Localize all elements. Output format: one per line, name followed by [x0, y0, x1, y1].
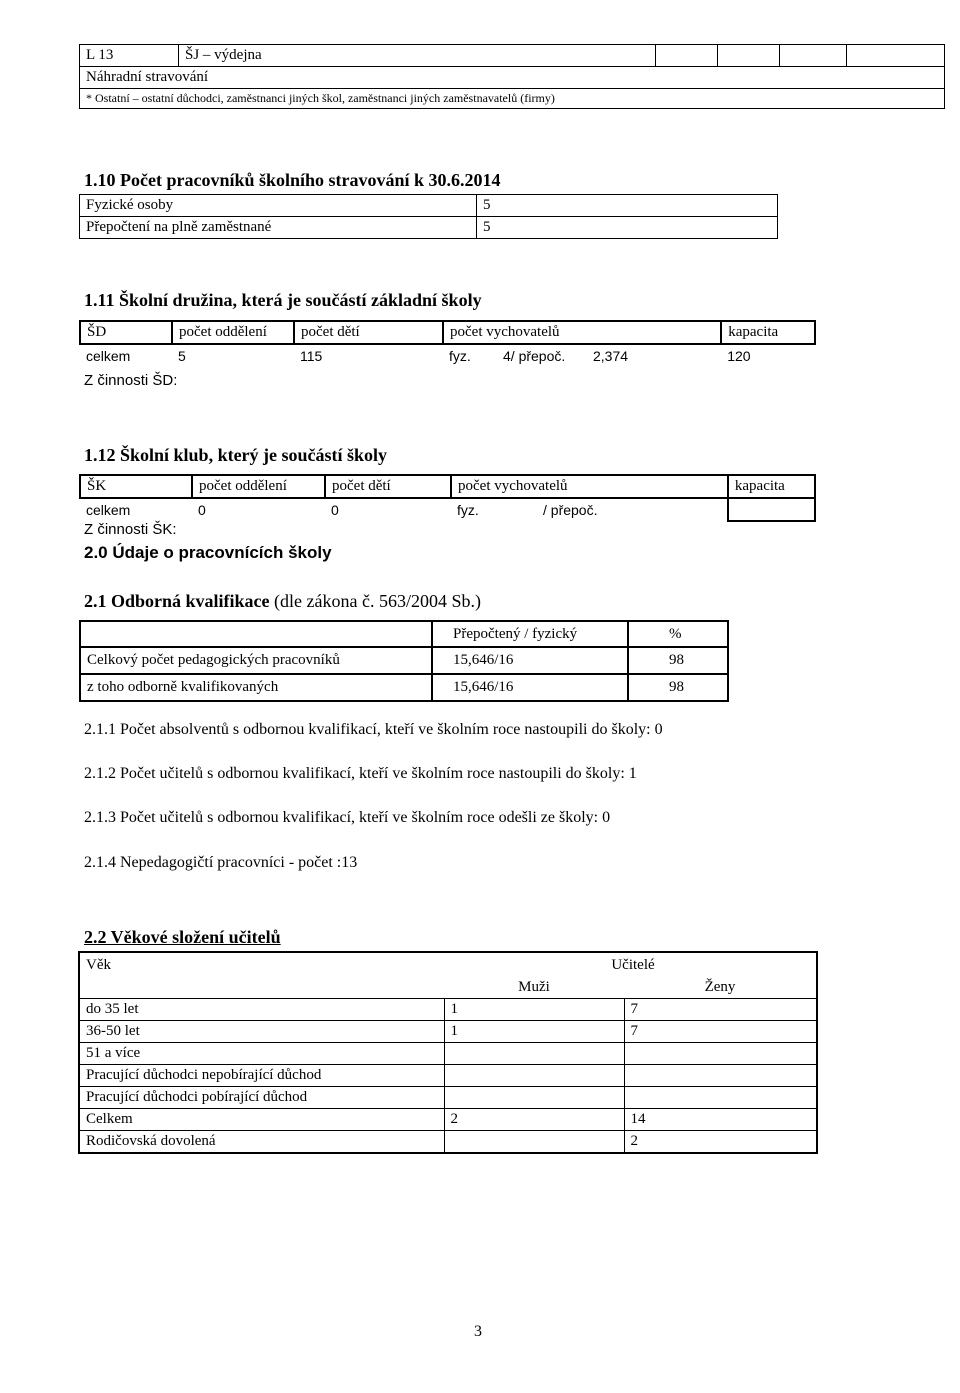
table-cell: Věk — [79, 952, 444, 977]
table-cell: 115 — [300, 347, 323, 364]
table-row — [80, 498, 815, 521]
table-cell — [718, 45, 780, 67]
section-heading: 1.10 Počet pracovníků školního stravování k 30.6.2014 — [84, 170, 501, 190]
heading-bold: 2.1 Odborná kvalifikace — [84, 591, 270, 611]
list-item: 2.1.4 Nepedagogičtí pracovníci - počet :13 — [84, 854, 358, 871]
table-cell: Pracující důchodci pobírající důchod — [79, 1087, 444, 1109]
table-row — [80, 217, 778, 239]
table-cell: 98 — [628, 674, 728, 701]
table-cell: 0 — [331, 502, 339, 518]
table-cell: celkem — [86, 347, 131, 364]
list-item: 2.1.1 Počet absolventů s odbornou kvalifikací, kteří ve školním roce nastoupili do školy: 0 — [84, 721, 663, 738]
table-row — [79, 1087, 817, 1109]
table-cell: 2 — [624, 1131, 817, 1154]
table-cell: 36-50 let — [79, 1021, 444, 1043]
table-cell — [847, 45, 945, 67]
table-row — [79, 1109, 817, 1131]
section-heading: 1.12 Školní klub, který je součástí školy — [84, 445, 388, 465]
table-cell: 1 — [444, 999, 624, 1021]
table-cell: 0 — [198, 502, 206, 518]
table-cell: Přepočtený / fyzický — [432, 621, 628, 647]
table-cell — [444, 1131, 624, 1154]
table-cell: počet dětí — [325, 475, 451, 498]
table-cell — [728, 498, 815, 521]
table-cell: Rodičovská dovolená — [79, 1131, 444, 1154]
table-row — [80, 67, 945, 89]
section-heading: 2.0 Údaje o pracovnících školy — [84, 543, 332, 562]
table-row — [80, 89, 945, 109]
table-cell: 14 — [624, 1109, 817, 1131]
table-row — [80, 45, 945, 67]
table-cell: počet dětí — [294, 321, 443, 344]
section-heading — [84, 591, 481, 612]
table-cell: 5 — [477, 195, 778, 217]
table-cell: fyz. — [457, 502, 479, 518]
table-row — [79, 952, 817, 977]
table-cell: z toho odborně kvalifikovaných — [80, 674, 432, 701]
table-cell: Celkem — [79, 1109, 444, 1131]
club-table — [79, 474, 816, 522]
table-row — [80, 195, 778, 217]
top-table — [79, 44, 945, 109]
table-cell: Přepočtení na plně zaměstnané — [80, 217, 477, 239]
table-row — [80, 321, 815, 344]
table-cell: 1 — [444, 1021, 624, 1043]
table-cell: 98 — [628, 647, 728, 674]
table-cell: ŠJ – výdejna — [179, 45, 656, 67]
table-cell: kapacita — [721, 321, 815, 344]
table-cell: Muži — [518, 979, 550, 995]
table-cell — [79, 977, 444, 999]
table-cell — [624, 1065, 817, 1087]
table-cell: počet vychovatelů — [451, 475, 728, 498]
table-cell — [624, 1087, 817, 1109]
table-cell: 15,646/16 — [432, 647, 628, 674]
table-cell: počet vychovatelů — [443, 321, 721, 344]
table-cell — [80, 621, 432, 647]
table-row — [80, 621, 728, 647]
section-heading: 1.11 Školní družina, která je součástí základní školy — [84, 290, 482, 310]
table-cell: Náhradní stravování — [80, 67, 945, 89]
table-cell: Ženy — [704, 979, 736, 995]
table-row — [79, 1043, 817, 1065]
table-row — [79, 1021, 817, 1043]
table-cell — [624, 1043, 817, 1065]
table-cell: L 13 — [80, 45, 179, 67]
table-cell: 2 — [444, 1109, 624, 1131]
table-cell: 5 — [477, 217, 778, 239]
note: Z činnosti ŠD: — [84, 372, 178, 389]
table-row — [79, 999, 817, 1021]
table-cell: * Ostatní – ostatní důchodci, zaměstnanci jiných škol, zaměstnanci jiných zaměstnavatelů (firmy) — [80, 89, 945, 109]
table-cell — [656, 45, 718, 67]
table-cell: % — [628, 621, 728, 647]
table-cell — [444, 1043, 624, 1065]
list-item: 2.1.2 Počet učitelů s odbornou kvalifikací, kteří ve školním roce nastoupili do školy: 1 — [84, 765, 637, 782]
table-cell: 51 a více — [79, 1043, 444, 1065]
qualification-table — [79, 620, 729, 702]
table-cell: celkem — [86, 502, 131, 518]
table-cell: 5 — [178, 347, 186, 364]
table-cell: 2,374 — [593, 347, 629, 364]
table-cell: ŠD — [80, 321, 172, 344]
list-item: 2.1.3 Počet učitelů s odbornou kvalifikací, kteří ve školním roce odešli ze školy: 0 — [84, 809, 611, 826]
table-cell — [444, 1065, 624, 1087]
table-row — [80, 674, 728, 701]
section-heading: 2.2 Věkové složení učitelů — [84, 927, 281, 947]
table-cell: Učitelé — [611, 956, 655, 973]
staff-table — [79, 194, 778, 239]
heading-rest: (dle zákona č. 563/2004 Sb.) — [269, 591, 481, 611]
age-table — [78, 951, 818, 1154]
table-cell: počet oddělení — [172, 321, 294, 344]
table-cell: Fyzické osoby — [80, 195, 477, 217]
table-cell — [780, 45, 847, 67]
table-cell: Pracující důchodci nepobírající důchod — [79, 1065, 444, 1087]
table-row — [79, 1131, 817, 1154]
afterschool-table — [79, 320, 816, 366]
table-cell: Celkový počet pedagogických pracovníků — [80, 647, 432, 674]
table-cell: 15,646/16 — [432, 674, 628, 701]
table-row — [79, 1065, 817, 1087]
table-row — [80, 344, 815, 366]
note: Z činnosti ŠK: — [84, 521, 177, 538]
table-cell: / přepoč. — [543, 502, 598, 518]
table-row — [80, 647, 728, 674]
table-cell: ŠK — [80, 475, 192, 498]
table-cell: počet oddělení — [192, 475, 325, 498]
table-cell: 120 — [727, 347, 751, 364]
table-cell: kapacita — [728, 475, 815, 498]
table-cell: 7 — [624, 1021, 817, 1043]
page-number: 3 — [474, 1323, 482, 1340]
table-row — [80, 475, 815, 498]
table-row — [79, 977, 817, 999]
table-cell — [444, 1087, 624, 1109]
table-cell: do 35 let — [79, 999, 444, 1021]
table-cell: 4/ přepoč. — [503, 347, 566, 364]
table-cell: fyz. — [449, 347, 471, 364]
table-cell: 7 — [624, 999, 817, 1021]
